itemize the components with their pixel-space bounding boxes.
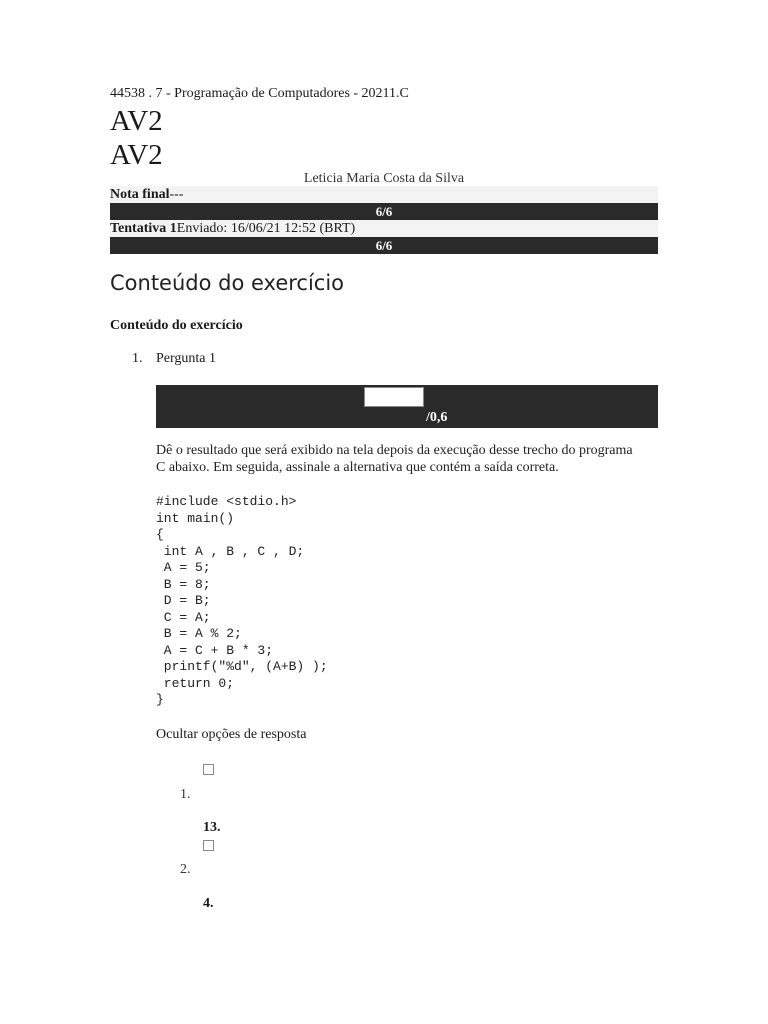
tentativa-value: Enviado: 16/06/21 12:52 (BRT): [176, 221, 356, 236]
tentativa-row: [110, 220, 658, 237]
question-max-score: /0,6: [426, 410, 448, 425]
course-title: 44538 . 7 - Programação de Computadores - 20211.C: [110, 86, 409, 101]
option-2-number: 2.: [180, 862, 191, 877]
content-heading: Conteúdo do exercício: [110, 271, 345, 295]
option-1-number: 1.: [180, 787, 191, 802]
student-name: Leticia Maria Costa da Silva: [303, 171, 465, 186]
code-snippet: #include <stdio.h> int main() { int A , B , C , D; A = 5; B = 8; D = B; C = A; B = A % 2; A = C + B * 3; printf("%d", (A+B) ); return 0; }: [156, 494, 328, 707]
hide-options-link[interactable]: Ocultar opções de resposta: [156, 727, 307, 742]
option-1-value: 13.: [203, 820, 221, 835]
tentativa-score: 6/6: [110, 237, 658, 254]
question-score-bar: [156, 385, 658, 428]
page-subtitle: AV2: [110, 139, 163, 171]
page-title: AV2: [110, 105, 163, 137]
nota-final-label: Nota final: [110, 187, 170, 202]
tentativa-label: Tentativa 1: [110, 221, 177, 236]
question-label: Pergunta 1: [156, 351, 217, 366]
option-2-value: 4.: [203, 896, 214, 911]
nota-final-value: ---: [169, 187, 184, 202]
question-number: 1.: [132, 351, 143, 366]
score-input[interactable]: [364, 387, 424, 407]
content-subheading: Conteúdo do exercício: [110, 318, 243, 333]
question-statement: Dê o resultado que será exibido na tela depois da execução desse trecho do programa C abaixo. Em seguida, assinale a alternativa que contém a saída correta.: [156, 443, 633, 475]
nota-final-row: [110, 186, 658, 203]
nota-final-score: 6/6: [110, 203, 658, 220]
option-1-checkbox[interactable]: [203, 764, 214, 775]
option-2-checkbox[interactable]: [203, 840, 214, 851]
